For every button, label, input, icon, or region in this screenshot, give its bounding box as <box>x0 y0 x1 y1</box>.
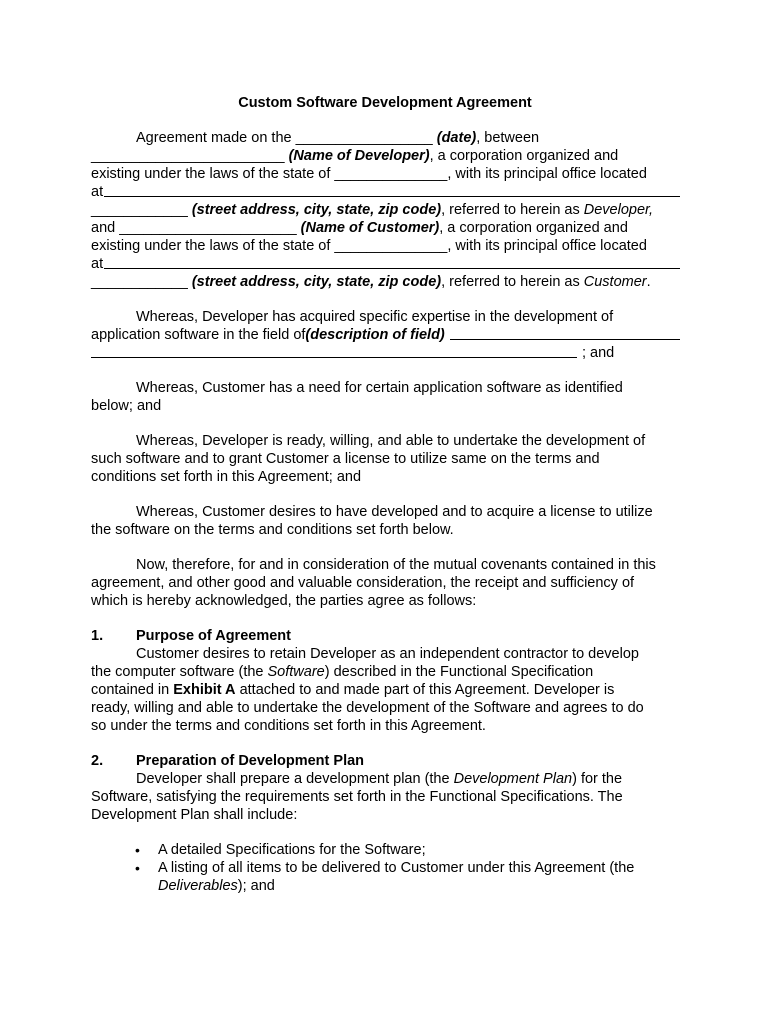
address-label: (street address, city, state, zip code) <box>191 274 442 290</box>
section-2 <box>91 752 681 895</box>
whereas-text: Whereas, Developer has acquired specific expertise in the development of <box>136 309 614 325</box>
customer-name-blank: and ______________________ <box>91 220 297 236</box>
section-text: contained in <box>91 682 174 698</box>
address-blank: ____________ <box>91 274 188 290</box>
whereas-text: conditions set forth in this Agreement; and <box>91 469 362 485</box>
deliverables-term: Deliverables <box>158 878 238 894</box>
address-label: (street address, city, state, zip code) <box>191 202 442 218</box>
intro-text: at <box>91 184 104 200</box>
section-text: ) for the <box>572 771 623 787</box>
bullet-icon: • <box>135 860 140 876</box>
date-blank: _________________ <box>295 130 433 146</box>
customer-name-label: (Name of Customer) <box>300 220 440 236</box>
document-body <box>91 129 681 895</box>
paragraph-text: agreement, and other good and valuable consideration, the receipt and sufficiency of <box>91 575 635 591</box>
development-plan-term: Development Plan <box>453 771 573 787</box>
whereas-text: the software on the terms and conditions set forth below. <box>91 522 454 538</box>
intro-text: existing under the laws of the state of ______________, with its principal office located <box>91 166 647 182</box>
field-blank-line <box>450 326 680 340</box>
section-text: ) described in the Functional Specification <box>324 664 594 680</box>
intro-text: , between <box>476 130 540 146</box>
field-description-label: (description of field) <box>305 327 445 343</box>
section-number: 2. <box>91 753 104 769</box>
whereas-paragraph-2 <box>91 379 681 415</box>
intro-text: , a corporation organized and <box>439 220 628 236</box>
section-heading: Purpose of Agreement <box>136 628 291 644</box>
intro-text: Agreement made on the <box>136 130 292 146</box>
intro-text: existing under the laws of the state of ______________, with its principal office located <box>91 238 647 254</box>
whereas-paragraph-3 <box>91 432 681 486</box>
now-therefore-paragraph <box>91 556 681 610</box>
paragraph-text: which is hereby acknowledged, the parties agree as follows: <box>91 593 477 609</box>
intro-text: . <box>646 274 651 290</box>
whereas-text: such software and to grant Customer a license to utilize same on the terms and <box>91 451 600 467</box>
section-text: Development Plan shall include: <box>91 807 298 823</box>
intro-text: , a corporation organized and <box>429 148 619 164</box>
bullet-text <box>158 859 681 895</box>
document-title: Custom Software Development Agreement <box>238 95 532 111</box>
whereas-paragraph-1 <box>91 308 681 362</box>
whereas-text: application software in the field of <box>91 327 306 343</box>
field-blank-line <box>91 344 577 358</box>
section-number: 1. <box>91 628 104 644</box>
section-text: Customer desires to retain Developer as an independent contractor to develop <box>136 646 639 662</box>
section-text: ready, willing and able to undertake the development of the Software and agrees to do <box>91 700 644 716</box>
section-heading: Preparation of Development Plan <box>136 753 365 769</box>
software-term: Software <box>267 664 325 680</box>
developer-name-label: (Name of Developer) <box>288 148 430 164</box>
developer-name-blank: ________________________ <box>91 148 285 164</box>
section-text: the computer software (the <box>91 664 268 680</box>
intro-text: , referred to herein as <box>441 274 584 290</box>
address-blank: ____________ <box>91 202 188 218</box>
intro-text: at <box>91 256 104 272</box>
paragraph-text: Now, therefore, for and in consideration of the mutual covenants contained in this <box>136 557 656 573</box>
whereas-paragraph-4 <box>91 503 681 539</box>
section-1 <box>91 627 681 735</box>
address-blank-line <box>104 183 680 197</box>
bullet-text-part: ); and <box>237 878 275 894</box>
date-label: (date) <box>436 130 477 146</box>
section-text: Developer shall prepare a development plan (the <box>136 771 454 787</box>
exhibit-reference: Exhibit A <box>173 682 236 698</box>
section-text: Software, satisfying the requirements set forth in the Functional Specifications. The <box>91 789 623 805</box>
developer-term: Developer, <box>583 202 654 218</box>
intro-paragraph <box>91 129 681 291</box>
customer-term: Customer <box>583 274 647 290</box>
bullet-item <box>91 841 681 859</box>
whereas-text: Whereas, Customer has a need for certain application software as identified <box>136 380 623 396</box>
address-blank-line <box>104 255 680 269</box>
bullet-icon: • <box>135 842 140 858</box>
whereas-text: ; and <box>582 345 615 361</box>
section-text: so under the terms and conditions set forth in this Agreement. <box>91 718 486 734</box>
bullet-text-part: A listing of all items to be delivered to Customer under this Agreement (the <box>158 860 635 876</box>
intro-text: , referred to herein as <box>441 202 584 218</box>
bullet-text: A detailed Specifications for the Software; <box>158 842 426 858</box>
whereas-text: below; and <box>91 398 162 414</box>
whereas-text: Whereas, Developer is ready, willing, and able to undertake the development of <box>136 433 646 449</box>
section-text: attached to and made part of this Agreement. Developer is <box>235 682 615 698</box>
whereas-text: Whereas, Customer desires to have developed and to acquire a license to utilize <box>136 504 653 520</box>
bullet-item <box>91 859 681 895</box>
